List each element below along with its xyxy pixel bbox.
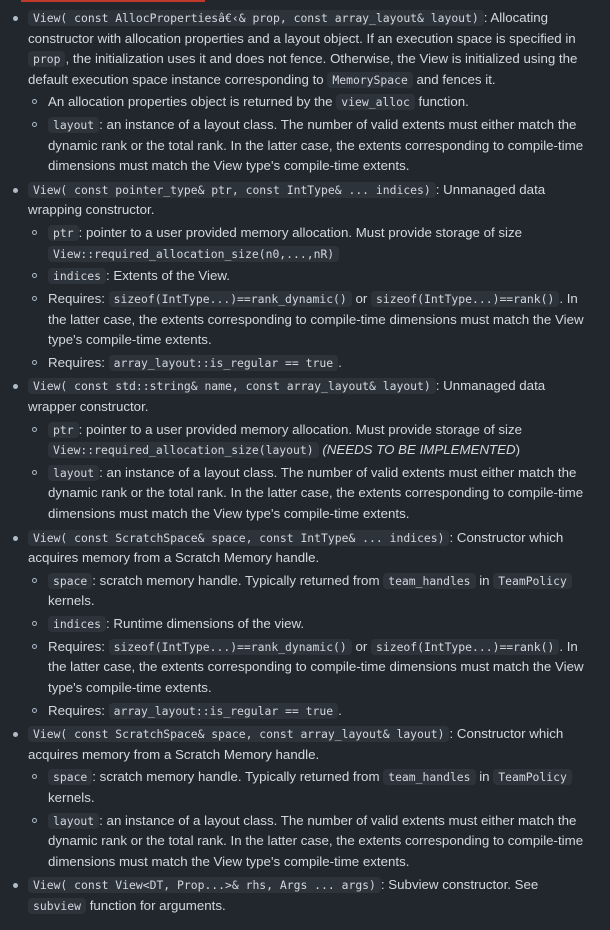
inline-code: layout xyxy=(48,117,99,133)
parameter-list xyxy=(28,92,596,176)
parameter-item xyxy=(28,289,596,351)
parameter-item xyxy=(28,223,596,264)
parameter-item xyxy=(28,92,596,113)
body-text: function. xyxy=(414,94,469,110)
inline-code: sizeof(IntType...)==rank_dynamic() xyxy=(109,639,352,655)
body-text: Requires: xyxy=(48,290,109,306)
inline-code: sizeof(IntType...)==rank() xyxy=(371,639,559,655)
inline-code: indices xyxy=(48,268,106,284)
body-text: or xyxy=(351,638,371,654)
body-text: . xyxy=(338,702,342,718)
inline-code: view_alloc xyxy=(336,94,415,110)
inline-code: ptr xyxy=(48,225,79,241)
body-text: : Unmanaged data wrapper constructor. xyxy=(28,378,546,414)
body-text: : pointer to a user provided memory allocation. Must provide storage of size xyxy=(78,421,523,437)
constructor-signature: View( const ScratchSpace& space, const IntType& ... indices) xyxy=(28,530,449,546)
parameter-item xyxy=(28,767,596,808)
inline-code: sizeof(IntType...)==rank() xyxy=(371,291,559,307)
parameter-item xyxy=(28,420,596,461)
inline-code: prop xyxy=(28,51,65,67)
inline-code: ptr xyxy=(48,422,79,438)
body-text: kernels. xyxy=(48,789,95,805)
constructor-entry xyxy=(10,376,596,524)
parameter-item xyxy=(28,614,596,635)
body-text: Requires: xyxy=(48,702,109,718)
parameter-list xyxy=(28,767,596,872)
parameter-item xyxy=(28,463,596,525)
body-text: Requires: xyxy=(48,354,109,370)
body-text: or xyxy=(351,290,371,306)
inline-code: MemorySpace xyxy=(327,72,412,88)
emphasis-text: (NEEDS TO BE IMPLEMENTED xyxy=(322,442,516,458)
body-text: : Runtime dimensions of the view. xyxy=(106,616,305,632)
body-text: in xyxy=(475,769,494,785)
body-text: in xyxy=(475,572,494,588)
parameter-item xyxy=(28,637,596,699)
body-text: : scratch memory handle. Typically returned from xyxy=(92,769,384,785)
inline-code: layout xyxy=(48,813,99,829)
parameter-list xyxy=(28,420,596,525)
body-text: and fences it. xyxy=(412,71,496,87)
body-text: . In the latter case, the extents corresponding to compile-time dimensions must match the View type's compile-time extents. xyxy=(48,638,584,695)
body-text: Requires: xyxy=(48,638,109,654)
body-text: : Constructor which acquires memory from a Scratch Memory handle. xyxy=(28,529,564,566)
constructor-entry xyxy=(10,180,596,373)
inline-code: View::required_allocation_size(layout) xyxy=(48,442,319,458)
parameter-item xyxy=(28,701,596,722)
constructor-list xyxy=(10,8,596,917)
body-text: : pointer to a user provided memory allocation. Must provide storage of size xyxy=(78,225,523,241)
inline-code: subview xyxy=(28,898,86,914)
parameter-item xyxy=(28,115,596,177)
inline-code: indices xyxy=(48,616,106,632)
constructor-signature: View( const std::string& name, const array_layout& layout) xyxy=(28,378,436,394)
constructor-signature: View( const AllocPropertiesâ€‹& prop, const array_layout& layout) xyxy=(28,10,484,26)
inline-code: array_layout::is_regular == true xyxy=(109,703,338,719)
body-text: : Subview constructor. See xyxy=(380,877,539,893)
constructor-entry xyxy=(10,875,596,916)
body-text: . xyxy=(338,354,342,370)
inline-code: team_handles xyxy=(383,573,475,589)
inline-code: space xyxy=(48,769,92,785)
parameter-list xyxy=(28,571,596,721)
constructor-signature: View( const ScratchSpace& space, const array_layout& layout) xyxy=(28,726,449,742)
inline-code: layout xyxy=(48,465,99,481)
body-text: kernels. xyxy=(48,593,95,609)
constructor-signature: View( const pointer_type& ptr, const IntType& ... indices) xyxy=(28,182,436,198)
body-text: : an instance of a layout class. The number of valid extents must either match the dynamic rank or the total rank. In the latter case, the extents corresponding to compile-time dimensions must match the View type's compile-time extents. xyxy=(48,464,584,522)
parameter-item xyxy=(28,571,596,612)
body-text: : Extents of the View. xyxy=(106,268,230,284)
body-text: ) xyxy=(515,442,521,458)
inline-code: sizeof(IntType...)==rank_dynamic() xyxy=(109,291,352,307)
body-text: : Unmanaged data wrapping constructor. xyxy=(28,181,546,218)
top-rule xyxy=(21,0,205,2)
inline-code: TeamPolicy xyxy=(493,573,572,589)
constructor-entry xyxy=(10,8,596,177)
body-text: function for arguments. xyxy=(86,897,226,913)
constructor-entry xyxy=(10,724,596,872)
constructor-entry xyxy=(10,528,596,721)
body-text: : Allocating constructor with allocation properties and a layout object. If an execution space is specified in xyxy=(28,10,576,46)
inline-code: View::required_allocation_size(n0,...,nR) xyxy=(48,246,339,262)
body-text: , the initialization uses it and does not fence. Otherwise, the View is initialized using the default execution space instance corresponding to xyxy=(28,51,578,87)
constructor-signature: View( const View<DT, Prop...>& rhs, Args ... args) xyxy=(28,877,381,893)
body-text: . In the latter case, the extents corresponding to compile-time dimensions must match the View type's compile-time extents. xyxy=(48,290,584,348)
body-text: : an instance of a layout class. The number of valid extents must either match the dynamic rank or the total rank. In the latter case, the extents corresponding to compile-time dimensions must match the View type's compile-time extents. xyxy=(48,812,584,869)
body-text: : scratch memory handle. Typically returned from xyxy=(92,572,384,588)
parameter-list xyxy=(28,223,596,373)
inline-code: space xyxy=(48,573,92,589)
parameter-item xyxy=(28,266,596,287)
inline-code: array_layout::is_regular == true xyxy=(109,355,338,371)
inline-code: TeamPolicy xyxy=(493,769,572,785)
body-text: An allocation properties object is returned by the xyxy=(48,94,337,110)
parameter-item xyxy=(28,811,596,873)
parameter-item xyxy=(28,353,596,374)
body-text: : an instance of a layout class. The number of valid extents must either match the dynamic rank or the total rank. In the latter case, the extents corresponding to compile-time dimensions must match the View type's compile-time extents. xyxy=(48,117,584,174)
body-text: : Constructor which acquires memory from a Scratch Memory handle. xyxy=(28,726,564,762)
inline-code: team_handles xyxy=(383,769,475,785)
